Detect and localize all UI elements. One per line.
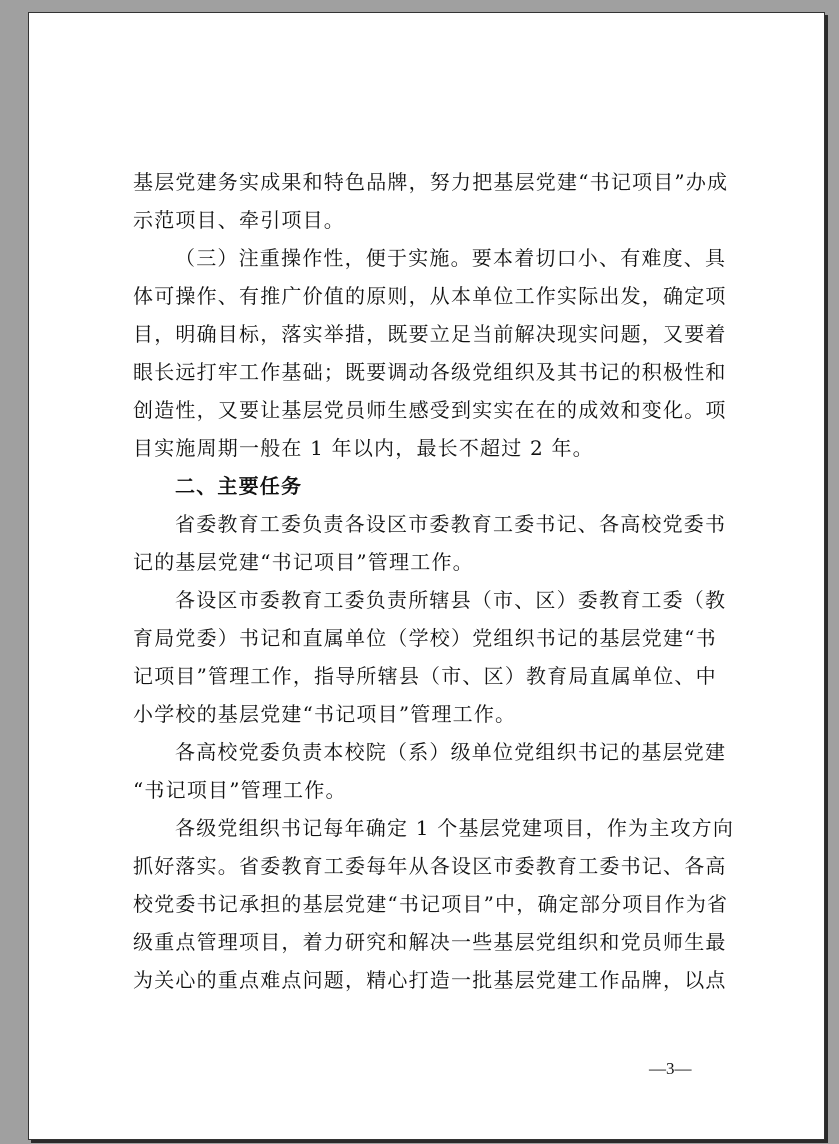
section-heading: 二、主要任务 bbox=[175, 474, 303, 498]
text-line: 抓好落实。省委教育工委每年从各设区市委教育工委书记、各高 bbox=[133, 854, 727, 878]
text-line: 各级党组织书记每年确定 1 个基层党建项目，作为主攻方向 bbox=[175, 816, 735, 840]
text-line: 校党委书记承担的基层党建“书记项目”中，确定部分项目作为省 bbox=[133, 892, 729, 916]
text-line: “书记项目”管理工作。 bbox=[133, 778, 347, 802]
text-line: 记的基层党建“书记项目”管理工作。 bbox=[133, 550, 474, 574]
text-line: 小学校的基层党建“书记项目”管理工作。 bbox=[133, 702, 517, 726]
document-page bbox=[28, 12, 825, 1140]
viewer-background-strip bbox=[0, 0, 839, 12]
text-line: 示范项目、牵引项目。 bbox=[133, 208, 345, 232]
text-line: 体可操作、有推广价值的原则，从本单位工作实际出发，确定项 bbox=[133, 284, 727, 308]
text-line: （三）注重操作性，便于实施。要本着切口小、有难度、具 bbox=[175, 246, 727, 270]
text-line: 记项目”管理工作，指导所辖县（市、区）教育局直属单位、中 bbox=[133, 664, 717, 688]
text-line: 各高校党委负责本校院（系）级单位党组织书记的基层党建 bbox=[175, 740, 727, 764]
text-line: 级重点管理项目，着力研究和解决一些基层党组织和党员师生最 bbox=[133, 930, 727, 954]
text-line: 育局党委）书记和直属单位（学校）党组织书记的基层党建“书 bbox=[133, 626, 717, 650]
document-body bbox=[133, 163, 735, 999]
text-line: 各设区市委教育工委负责所辖县（市、区）委教育工委（教 bbox=[175, 588, 727, 612]
text-line: 省委教育工委负责各设区市委教育工委书记、各高校党委书 bbox=[175, 512, 727, 536]
page-number: —3— bbox=[649, 1059, 692, 1078]
text-line: 目，明确目标，落实举措，既要立足当前解决现实问题，又要着 bbox=[133, 322, 727, 346]
text-line: 为关心的重点难点问题，精心打造一批基层党建工作品牌，以点 bbox=[133, 968, 727, 992]
text-line: 目实施周期一般在 1 年以内，最长不超过 2 年。 bbox=[133, 436, 594, 460]
text-line: 眼长远打牢工作基础；既要调动各级党组织及其书记的积极性和 bbox=[133, 360, 727, 384]
text-line: 创造性，又要让基层党员师生感受到实实在在的成效和变化。项 bbox=[133, 398, 727, 422]
text-line: 基层党建务实成果和特色品牌，努力把基层党建“书记项目”办成 bbox=[133, 170, 729, 194]
